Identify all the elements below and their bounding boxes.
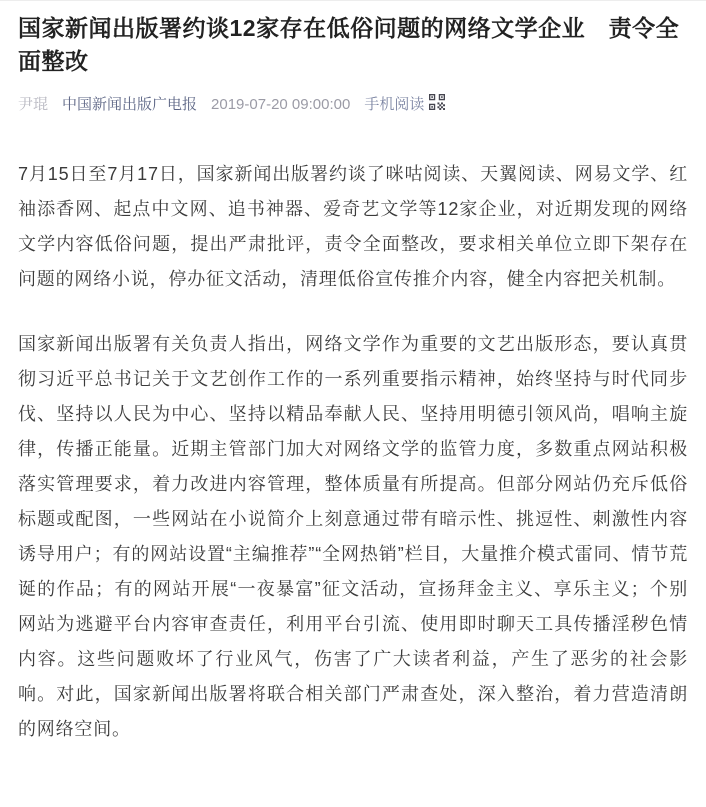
paragraph: 国家新闻出版署有关负责人指出，网络文学作为重要的文艺出版形态，要认真贯彻习近平总书记关于文艺创作工作的一系列重要指示精神，始终坚持与时代同步伐、坚持以人民为中心、坚持以精品奉献人民、坚持用明德引领风尚，唱响主旋律，传播正能量。近期主管部门加大对网络文学的监管力度，多数重点网站积极落实管理要求，着力改进内容管理，整体质量有所提高。但部分网站仍充斥低俗标题或配图，一些网站在小说简介上刻意通过带有暗示性、挑逗性、刺激性内容诱导用户；有的网站设置“主编推荐”“全网热销”栏目，大量推介模式雷同、情节荒诞的作品；有的网站开展“一夜暴富”征文活动，宣扬拜金主义、享乐主义；个别网站为逃避平台内容审查责任，利用平台引流、使用即时聊天工具传播淫秽色情内容。这些问题败坏了行业风气，伤害了广大读者利益，产生了恶劣的社会影响。对此，国家新闻出版署将联合相关部门严肃查处，深入整治，着力营造清朗的网络空间。 — [18, 334, 688, 739]
paragraph: 7月15日至7月17日，国家新闻出版署约谈了咪咕阅读、天翼阅读、网易文学、红袖添香网、起点中文网、追书神器、爱奇艺文学等12家企业，对近期发现的网络文学内容低俗问题，提出严肃批评，责令全面整改，要求相关单位立即下架存在问题的网络小说，停办征文活动，清理低俗宣传推介内容，健全内容把关机制。 — [18, 164, 688, 289]
mobile-read-label: 手机阅读 — [364, 96, 425, 113]
article-body — [18, 157, 688, 747]
mobile-read-link[interactable] — [364, 94, 445, 116]
byline — [18, 94, 688, 116]
source-link[interactable]: 中国新闻出版广电报 — [62, 96, 198, 113]
publish-datetime: 2019-07-20 09:00:00 — [211, 96, 351, 113]
qr-code-icon — [429, 94, 445, 116]
author-name: 尹琨 — [18, 96, 49, 113]
article-title: 国家新闻出版署约谈12家存在低俗问题的网络文学企业 责令全面整改 — [18, 15, 680, 74]
